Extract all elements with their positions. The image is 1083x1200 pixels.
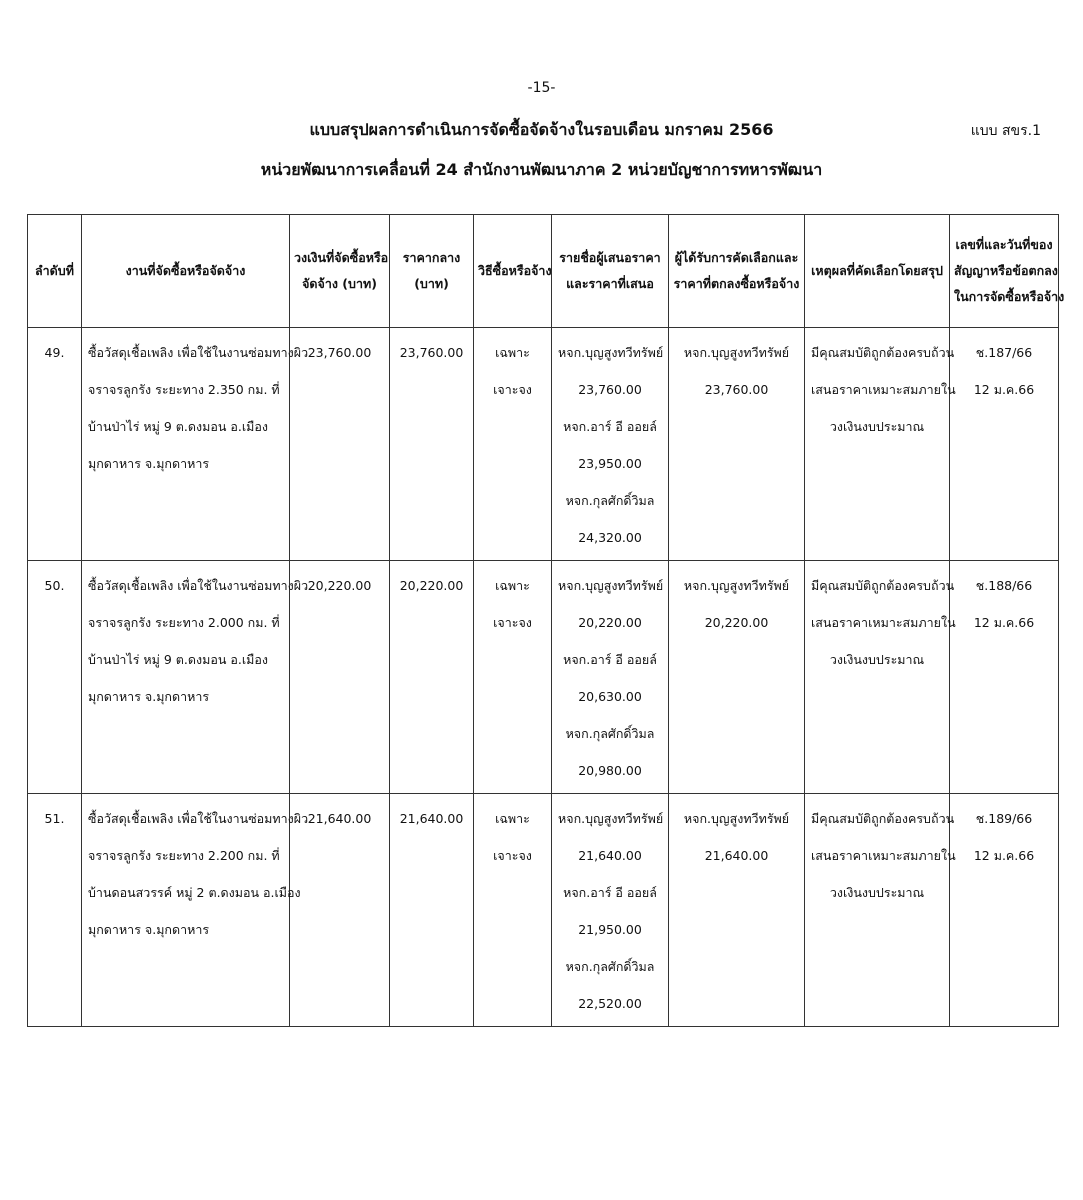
cell-winner-line: 23,760.00	[704, 382, 769, 397]
cell-bidders-line: หจก.อาร์ อี ออยล์	[563, 885, 657, 900]
cell-bidders-line: หจก.บุญสูงทวีทรัพย์	[558, 811, 664, 826]
cell-reason	[805, 561, 956, 794]
header-bidders	[552, 215, 669, 328]
table-body	[28, 328, 1059, 1027]
header-winner	[669, 215, 805, 328]
report-subtitle: หน่วยพัฒนาการเคลื่อนที่ 24 สำนักงานพัฒนาภาค 2 หน่วยบัญชาการทหารพัฒนา	[260, 160, 823, 179]
cell-bidders-line: 23,760.00	[578, 382, 642, 397]
cell-winner-line: หจก.บุญสูงทวีทรัพย์	[683, 811, 790, 826]
cell-item	[82, 561, 309, 794]
cell-bidders-line: 20,220.00	[578, 615, 642, 630]
cell-bidders	[552, 794, 669, 1027]
cell-median-price: 20,220.00	[390, 561, 474, 794]
form-code: แบบ สขร.1	[970, 123, 1041, 139]
cell-bidders-line: หจก.บุญสูงทวีทรัพย์	[558, 578, 664, 593]
cell-bidders-line: 21,950.00	[578, 922, 642, 937]
cell-bidders-line: 21,640.00	[578, 848, 642, 863]
cell-reason-line: วงเงินงบประมาณ	[829, 885, 925, 900]
cell-bidders-line: 20,980.00	[578, 763, 642, 778]
cell-contract-line: ช.188/66	[975, 578, 1033, 593]
header-line: เลขที่และวันที่ของ	[955, 237, 1053, 252]
cell-winner	[669, 328, 805, 561]
table-row	[28, 328, 1059, 561]
table-header-row	[28, 215, 1059, 328]
cell-reason-line: เสนอราคาเหมาะสมภายใน	[811, 848, 956, 863]
header-line: งานที่จัดซื้อหรือจัดจ้าง	[125, 263, 246, 278]
cell-item-line: บ้านดอนสวรรค์ หมู่ 2 ต.ดงมอน อ.เมือง	[88, 885, 301, 900]
cell-contract-line: 12 ม.ค.66	[973, 615, 1035, 630]
cell-bidders-line: หจก.อาร์ อี ออยล์	[563, 652, 657, 667]
cell-contract	[950, 561, 1059, 794]
cell-bidders	[552, 328, 669, 561]
header-line: วงเงินที่จัดซื้อหรือ	[294, 250, 389, 265]
cell-contract-line: ช.187/66	[975, 345, 1033, 360]
cell-reason-line: เสนอราคาเหมาะสมภายใน	[811, 382, 956, 397]
header-line: ลำดับที่	[35, 263, 74, 278]
header-median-price	[390, 215, 474, 328]
cell-reason-line: มีคุณสมบัติถูกต้องครบถ้วน	[811, 345, 955, 360]
header-contract	[950, 215, 1065, 328]
cell-no: 50.	[28, 561, 82, 794]
header-line: สัญญาหรือข้อตกลง	[954, 263, 1058, 278]
header-line: ราคาที่ตกลงซื้อหรือจ้าง	[673, 276, 800, 291]
cell-contract	[950, 794, 1059, 1027]
cell-budget: 21,640.00	[290, 794, 390, 1027]
cell-winner-line: หจก.บุญสูงทวีทรัพย์	[683, 345, 790, 360]
cell-item-line: ซื้อวัสดุเชื้อเพลิง เพื่อใช้ในงานซ่อมทางผิว	[88, 811, 309, 826]
header-no	[28, 215, 82, 328]
header-line: ในการจัดซื้อหรือจ้าง	[954, 289, 1065, 304]
cell-bidders	[552, 561, 669, 794]
cell-reason	[805, 328, 956, 561]
cell-bidders-line: 23,950.00	[578, 456, 642, 471]
procurement-summary-table	[27, 214, 1065, 1027]
cell-median-price: 23,760.00	[390, 328, 474, 561]
cell-budget: 23,760.00	[290, 328, 390, 561]
cell-reason	[805, 794, 956, 1027]
cell-item-line: บ้านป่าไร่ หมู่ 9 ต.ดงมอน อ.เมือง	[88, 419, 268, 434]
cell-bidders-line: 20,630.00	[578, 689, 642, 704]
cell-contract-line: 12 ม.ค.66	[973, 382, 1035, 397]
cell-bidders-line: 22,520.00	[578, 996, 642, 1011]
cell-no: 49.	[28, 328, 82, 561]
header-line: รายชื่อผู้เสนอราคา	[559, 250, 661, 265]
header-line: และราคาที่เสนอ	[566, 276, 654, 291]
cell-winner-line: 20,220.00	[704, 615, 769, 630]
header-line: เหตุผลที่คัดเลือกโดยสรุป	[811, 263, 943, 278]
cell-winner	[669, 794, 805, 1027]
cell-winner-line: 21,640.00	[704, 848, 769, 863]
cell-bidders-line: หจก.กุลศักดิ์วิมล	[565, 959, 655, 974]
cell-item-line: ซื้อวัสดุเชื้อเพลิง เพื่อใช้ในงานซ่อมทางผิว	[88, 578, 309, 593]
cell-reason-line: เสนอราคาเหมาะสมภายใน	[811, 615, 956, 630]
cell-contract-line: 12 ม.ค.66	[973, 848, 1035, 863]
cell-item-line: มุกดาหาร จ.มุกดาหาร	[88, 922, 210, 937]
cell-method: เฉพาะเจาะจง	[474, 794, 552, 1027]
cell-method: เฉพาะเจาะจง	[474, 328, 552, 561]
page-number: -15-	[527, 80, 556, 96]
cell-winner	[669, 561, 805, 794]
header-line: ราคากลาง	[402, 250, 461, 265]
cell-item-line: บ้านป่าไร่ หมู่ 9 ต.ดงมอน อ.เมือง	[88, 652, 268, 667]
cell-no: 51.	[28, 794, 82, 1027]
cell-item	[82, 328, 309, 561]
cell-item-line: ซื้อวัสดุเชื้อเพลิง เพื่อใช้ในงานซ่อมทางผิว	[88, 345, 309, 360]
cell-item-line: มุกดาหาร จ.มุกดาหาร	[88, 689, 210, 704]
cell-bidders-line: หจก.กุลศักดิ์วิมล	[565, 726, 655, 741]
cell-reason-line: วงเงินงบประมาณ	[829, 419, 925, 434]
header-line: วิธีซื้อหรือจ้าง	[478, 263, 552, 278]
report-title: แบบสรุปผลการดำเนินการจัดซื้อจัดจ้างในรอบเดือน มกราคม 2566	[309, 120, 774, 139]
cell-contract	[950, 328, 1059, 561]
cell-budget: 20,220.00	[290, 561, 390, 794]
header-budget	[290, 215, 390, 328]
cell-winner-line: หจก.บุญสูงทวีทรัพย์	[683, 578, 790, 593]
cell-method: เฉพาะเจาะจง	[474, 561, 552, 794]
cell-bidders-line: หจก.อาร์ อี ออยล์	[563, 419, 657, 434]
table-row	[28, 561, 1059, 794]
cell-bidders-line: หจก.กุลศักดิ์วิมล	[565, 493, 655, 508]
table-row	[28, 794, 1059, 1027]
header-method	[474, 215, 552, 328]
header-item	[82, 215, 290, 328]
cell-bidders-line: หจก.บุญสูงทวีทรัพย์	[558, 345, 664, 360]
cell-item-line: จราจรลูกรัง ระยะทาง 2.000 กม. ที่	[88, 615, 280, 630]
cell-item-line: มุกดาหาร จ.มุกดาหาร	[88, 456, 210, 471]
cell-item-line: จราจรลูกรัง ระยะทาง 2.200 กม. ที่	[88, 848, 280, 863]
cell-contract-line: ช.189/66	[975, 811, 1033, 826]
header-line: จัดจ้าง (บาท)	[302, 276, 377, 291]
header-line: (บาท)	[414, 276, 449, 291]
cell-median-price: 21,640.00	[390, 794, 474, 1027]
cell-reason-line: มีคุณสมบัติถูกต้องครบถ้วน	[811, 578, 955, 593]
header-line: ผู้ได้รับการคัดเลือกและ	[674, 250, 799, 265]
cell-item-line: จราจรลูกรัง ระยะทาง 2.350 กม. ที่	[88, 382, 280, 397]
cell-reason-line: มีคุณสมบัติถูกต้องครบถ้วน	[811, 811, 955, 826]
cell-reason-line: วงเงินงบประมาณ	[829, 652, 925, 667]
cell-bidders-line: 24,320.00	[578, 530, 642, 545]
header-reason	[805, 215, 950, 328]
cell-item	[82, 794, 309, 1027]
